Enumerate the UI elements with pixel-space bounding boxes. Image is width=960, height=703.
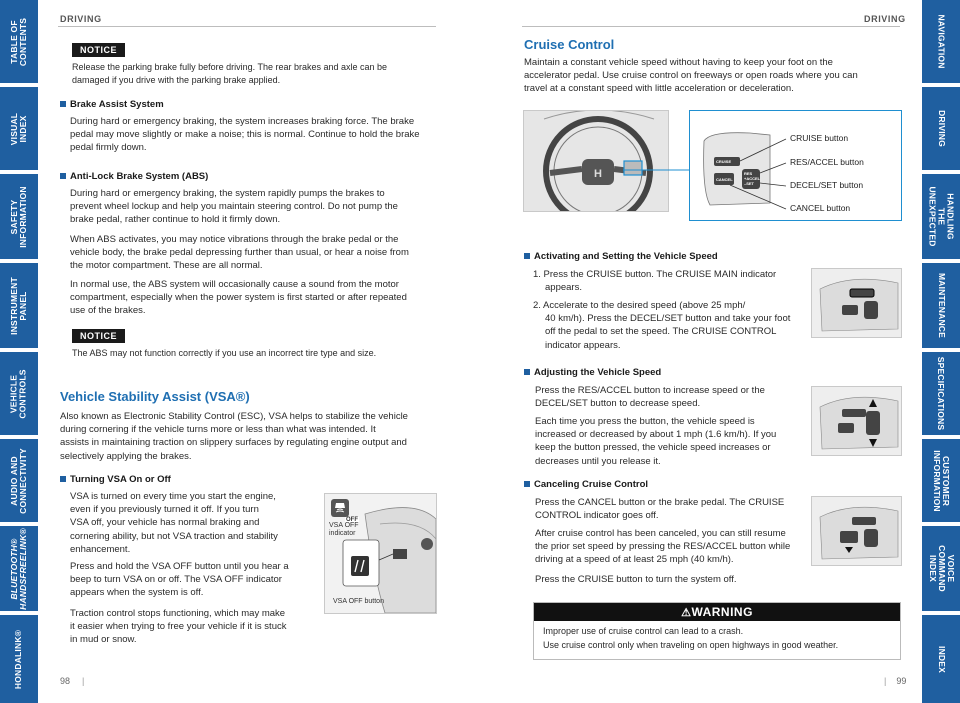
footer-separator: | xyxy=(884,676,887,686)
text-line: cornering ability, but not VSA traction and stability xyxy=(70,530,278,542)
text-line: keep the button pressed, the vehicle speed increases or xyxy=(535,442,771,454)
tab-driving[interactable] xyxy=(922,87,960,170)
tab-label: BLUETOOTH® HANDSFREELINK® xyxy=(9,527,29,610)
text-line: Press and hold the VSA OFF button until you hear a xyxy=(70,561,289,572)
canceling-paragraph-3: Press the CRUISE button to turn the system off. xyxy=(535,574,737,585)
left-section-tabs xyxy=(0,0,38,703)
tab-audio-connectivity[interactable] xyxy=(0,439,38,522)
text-line: Traction control stops functioning, which may make xyxy=(70,608,286,619)
text-line: pedal firmly down. xyxy=(70,142,147,154)
callout-cancel-button: CANCEL button xyxy=(790,203,851,213)
text-line: pedal may move slightly or make a noise; this is normal. Continue to hold the brake xyxy=(70,129,420,141)
right-page-number xyxy=(884,676,906,686)
tab-label: VISUAL INDEX xyxy=(9,112,28,145)
tab-vehicle-controls[interactable] xyxy=(0,352,38,435)
text-line: enhancement. xyxy=(70,543,131,555)
brake-assist-heading xyxy=(60,99,164,110)
tab-voice-command-index[interactable] xyxy=(922,526,960,611)
text-line: Each time you press the button, the vehicle speed is xyxy=(535,416,755,427)
text-line: Press the CANCEL button or the brake pedal. The CRUISE xyxy=(535,497,785,508)
right-page-header: DRIVING xyxy=(864,14,906,24)
tab-handling-the-unexpected[interactable] xyxy=(922,174,960,259)
tab-label: SAFETY INFORMATION xyxy=(9,185,29,248)
text-line: 2. Accelerate to the desired speed (above 25 mph/ xyxy=(533,300,746,311)
footer-separator: | xyxy=(82,676,85,686)
warning-triangle-icon: ⚠ xyxy=(681,607,692,619)
abs-paragraph-3 xyxy=(70,278,407,318)
warning-text xyxy=(543,624,909,652)
text-line: appears. xyxy=(545,282,582,294)
text-line: beep to turn VSA on or off. The VSA OFF indicator xyxy=(70,574,282,586)
notice-text xyxy=(72,61,387,86)
vsa-paragraph-1 xyxy=(70,490,278,556)
text-line: brake pedal, rather continue to hold it firmly down. xyxy=(70,214,281,226)
cruise-control-title: Cruise Control xyxy=(524,37,615,52)
tab-specifications[interactable] xyxy=(922,352,960,435)
text-line: indicator appears. xyxy=(545,339,621,351)
abs-heading xyxy=(60,171,208,182)
callout-decel-set-button: DECEL/SET button xyxy=(790,180,864,190)
tab-instrument-panel[interactable] xyxy=(0,263,38,348)
bullet-square xyxy=(60,173,66,179)
tab-label: NAVIGATION xyxy=(936,14,947,69)
text-line: use of the brakes. xyxy=(70,305,146,317)
text-line: After cruise control has been canceled, you can still resume xyxy=(535,528,786,539)
heading-text: Canceling Cruise Control xyxy=(534,479,649,490)
text-line: it easier when trying to free your vehicle if it is stuck xyxy=(70,621,287,633)
switch-label: RES +ACCEL –SET xyxy=(744,171,761,186)
notice-badge xyxy=(72,40,125,58)
heading-text: Activating and Setting the Vehicle Speed xyxy=(534,251,718,262)
switch-thumbnail-activate xyxy=(811,268,902,338)
bullet-square xyxy=(60,101,66,107)
activating-heading xyxy=(524,251,718,262)
tab-hondalink[interactable] xyxy=(0,615,38,703)
tab-label: AUDIO AND CONNECTIVITY xyxy=(9,447,28,514)
notice-label: NOTICE xyxy=(72,329,125,343)
text-line: accelerator pedal. Use cruise control on freeways or open roads where you can xyxy=(524,70,858,82)
text-line: CONTROL indicator goes off. xyxy=(535,510,659,522)
tab-index[interactable] xyxy=(922,615,960,703)
text-line: In normal use, the ABS system will occasionally cause a sound from the motor xyxy=(70,279,399,290)
tab-label: DRIVING xyxy=(936,110,947,147)
tab-label: CUSTOMER INFORMATION xyxy=(932,449,952,512)
abs-notice-text: The ABS may not function correctly if you use an incorrect tire type and size. xyxy=(72,348,377,358)
text-line: Maintain a constant vehicle speed without having to keep your foot on the xyxy=(524,57,833,68)
switch-thumbnail-adjust xyxy=(811,386,902,456)
abs-paragraph-1 xyxy=(70,187,398,227)
tab-maintenance[interactable] xyxy=(922,263,960,348)
text-line: selectively applying the brakes. xyxy=(60,450,192,462)
vsa-off-button-caption: VSA OFF button xyxy=(333,598,384,605)
text-line: compartment, especially when the power system is first started or after repeated xyxy=(70,292,407,304)
tab-label: MAINTENANCE xyxy=(936,272,947,339)
bullet-square xyxy=(524,369,530,375)
caption-line: indicator xyxy=(329,530,356,537)
heading-text: Adjusting the Vehicle Speed xyxy=(534,367,662,378)
adjusting-heading xyxy=(524,367,661,378)
text-line: increased or decreased by about 1 mph (1.6 km/h). If you xyxy=(535,429,777,441)
text-line: appears when the system is off. xyxy=(70,587,204,599)
tab-navigation[interactable] xyxy=(922,0,960,83)
vsa-off-indicator-caption xyxy=(329,522,359,538)
tab-label: HONDALINK® xyxy=(13,629,24,689)
text-line: decreases until you release it. xyxy=(535,455,661,467)
tab-label: INDEX xyxy=(936,645,947,673)
notice-badge xyxy=(72,326,125,344)
bullet-square xyxy=(524,481,530,487)
vsa-section-title: Vehicle Stability Assist (VSA®) xyxy=(60,389,250,404)
vsa-paragraph-2 xyxy=(70,560,289,600)
header-rule xyxy=(522,26,900,27)
header-rule xyxy=(58,26,436,27)
caption-line: VSA OFF xyxy=(329,522,359,529)
switch-label: CANCEL xyxy=(716,177,733,182)
svg-text:H: H xyxy=(594,168,602,180)
page-number: 98 xyxy=(60,676,71,686)
activating-step-2 xyxy=(533,299,790,352)
text-line: VSA is turned on every time you start the engine, xyxy=(70,491,276,502)
text-line: travel at a constant speed with little acceleration or deceleration. xyxy=(524,83,794,95)
tab-visual-index[interactable] xyxy=(0,87,38,170)
vsa-paragraph-3 xyxy=(70,607,286,647)
left-page-number xyxy=(60,676,84,686)
page-number: 99 xyxy=(896,676,907,686)
right-section-tabs xyxy=(922,0,960,703)
adjusting-paragraph-1 xyxy=(535,384,765,410)
abs-paragraph-2 xyxy=(70,233,409,273)
vsa-off-button-shape xyxy=(351,556,369,576)
heading-text: Brake Assist System xyxy=(70,99,164,110)
tab-label: TABLE OF CONTENTS xyxy=(9,17,29,66)
callout-connector xyxy=(623,160,693,180)
text-line: Improper use of cruise control can lead to a crash. xyxy=(543,626,744,636)
tab-label: SPECIFICATIONS xyxy=(936,356,947,431)
callout-cruise-button: CRUISE button xyxy=(790,133,849,143)
notice-label: NOTICE xyxy=(72,43,125,57)
text-line: vehicle body, the brake pedal depressing further than usual, or hear a noise from xyxy=(70,247,409,259)
switch-label: CRUISE xyxy=(716,159,732,164)
tab-bluetooth-handsfreelink[interactable] xyxy=(0,526,38,611)
tab-label: VOICE COMMAND INDEX xyxy=(927,545,956,592)
cruise-intro xyxy=(524,56,858,96)
switch-thumbnail-cancel xyxy=(811,496,902,566)
text-line: 1. Press the CRUISE button. The CRUISE MAIN indicator xyxy=(533,269,777,280)
knob-icon xyxy=(421,538,433,550)
vsa-off-figure xyxy=(324,493,437,614)
text-line: Press the RES/ACCEL button to increase speed or the xyxy=(535,385,765,396)
text-line: 40 km/h). Press the DECEL/SET button and take your foot xyxy=(545,313,791,325)
text-line: Release the parking brake fully before driving. The rear brakes and axle can be xyxy=(72,62,388,72)
switch-cluster xyxy=(393,549,407,559)
text-line: even if you previously turned it off. If you turn xyxy=(70,504,259,516)
heading-text: Turning VSA On or Off xyxy=(70,474,171,485)
vsa-intro xyxy=(60,410,408,463)
text-line: during cornering if the vehicle turns more or less than what was intended. It xyxy=(60,424,376,436)
tab-label: INSTRUMENT PANEL xyxy=(9,276,29,335)
text-line: VSA off, your vehicle has normal braking and xyxy=(70,517,260,529)
text-line: During hard or emergency braking, the system increases braking force. The brake xyxy=(70,116,415,127)
text-line: DECEL/SET button to decrease speed. xyxy=(535,398,701,410)
text-line: Use cruise control only when traveling on open highways in good weather. xyxy=(543,640,839,650)
off-icon-text: OFF xyxy=(346,517,358,523)
brake-assist-text xyxy=(70,115,420,155)
text-line: the prior set speed by pressing the RES/ACCEL button while xyxy=(535,541,791,553)
text-line: Also known as Electronic Stability Control (ESC), VSA helps to stabilize the vehicle xyxy=(60,411,408,422)
vsa-on-off-heading xyxy=(60,474,171,485)
text-line: off the pedal to set the speed. The CRUISE CONTROL xyxy=(545,326,777,338)
left-page-header: DRIVING xyxy=(60,14,102,24)
text-line: During hard or emergency braking, the system rapidly pumps the brakes to xyxy=(70,188,385,199)
heading-text: Anti-Lock Brake System (ABS) xyxy=(70,171,209,182)
canceling-paragraph-1 xyxy=(535,496,784,522)
bullet-square xyxy=(60,476,66,482)
warning-box xyxy=(533,602,901,660)
bullet-square xyxy=(524,253,530,259)
tab-safety-information[interactable] xyxy=(0,174,38,259)
text-line: prevent wheel lockup and help you maintain steering control. Do not pump the xyxy=(70,201,398,213)
canceling-heading xyxy=(524,479,648,490)
text-line: the motor compartment. These are all normal. xyxy=(70,260,263,272)
text-line: assists in maintaining traction on slippery surfaces by regulating engine output and xyxy=(60,437,407,449)
adjusting-paragraph-2 xyxy=(535,415,776,468)
text-line: damaged if you drive with the parking brake applied. xyxy=(72,74,281,85)
warning-label: WARNING xyxy=(691,605,753,619)
warning-header xyxy=(534,603,900,621)
callout-res-accel-button: RES/ACCEL button xyxy=(790,157,864,167)
vsa-off-indicator-icon xyxy=(331,499,358,523)
tab-label: HANDLING THE UNEXPECTED xyxy=(927,186,956,247)
canceling-paragraph-2 xyxy=(535,527,790,567)
text-line: driving at a speed of at least 25 mph (40 km/h). xyxy=(535,554,734,566)
activating-step-1 xyxy=(533,268,776,294)
text-line: When ABS activates, you may notice vibrations through the brake pedal or the xyxy=(70,234,399,245)
tab-customer-information[interactable] xyxy=(922,439,960,522)
cruise-switch-closeup xyxy=(689,110,902,221)
text-line: in mud or snow. xyxy=(70,634,137,646)
tab-label: VEHICLE CONTROLS xyxy=(9,368,29,419)
tab-table-of-contents[interactable] xyxy=(0,0,38,83)
